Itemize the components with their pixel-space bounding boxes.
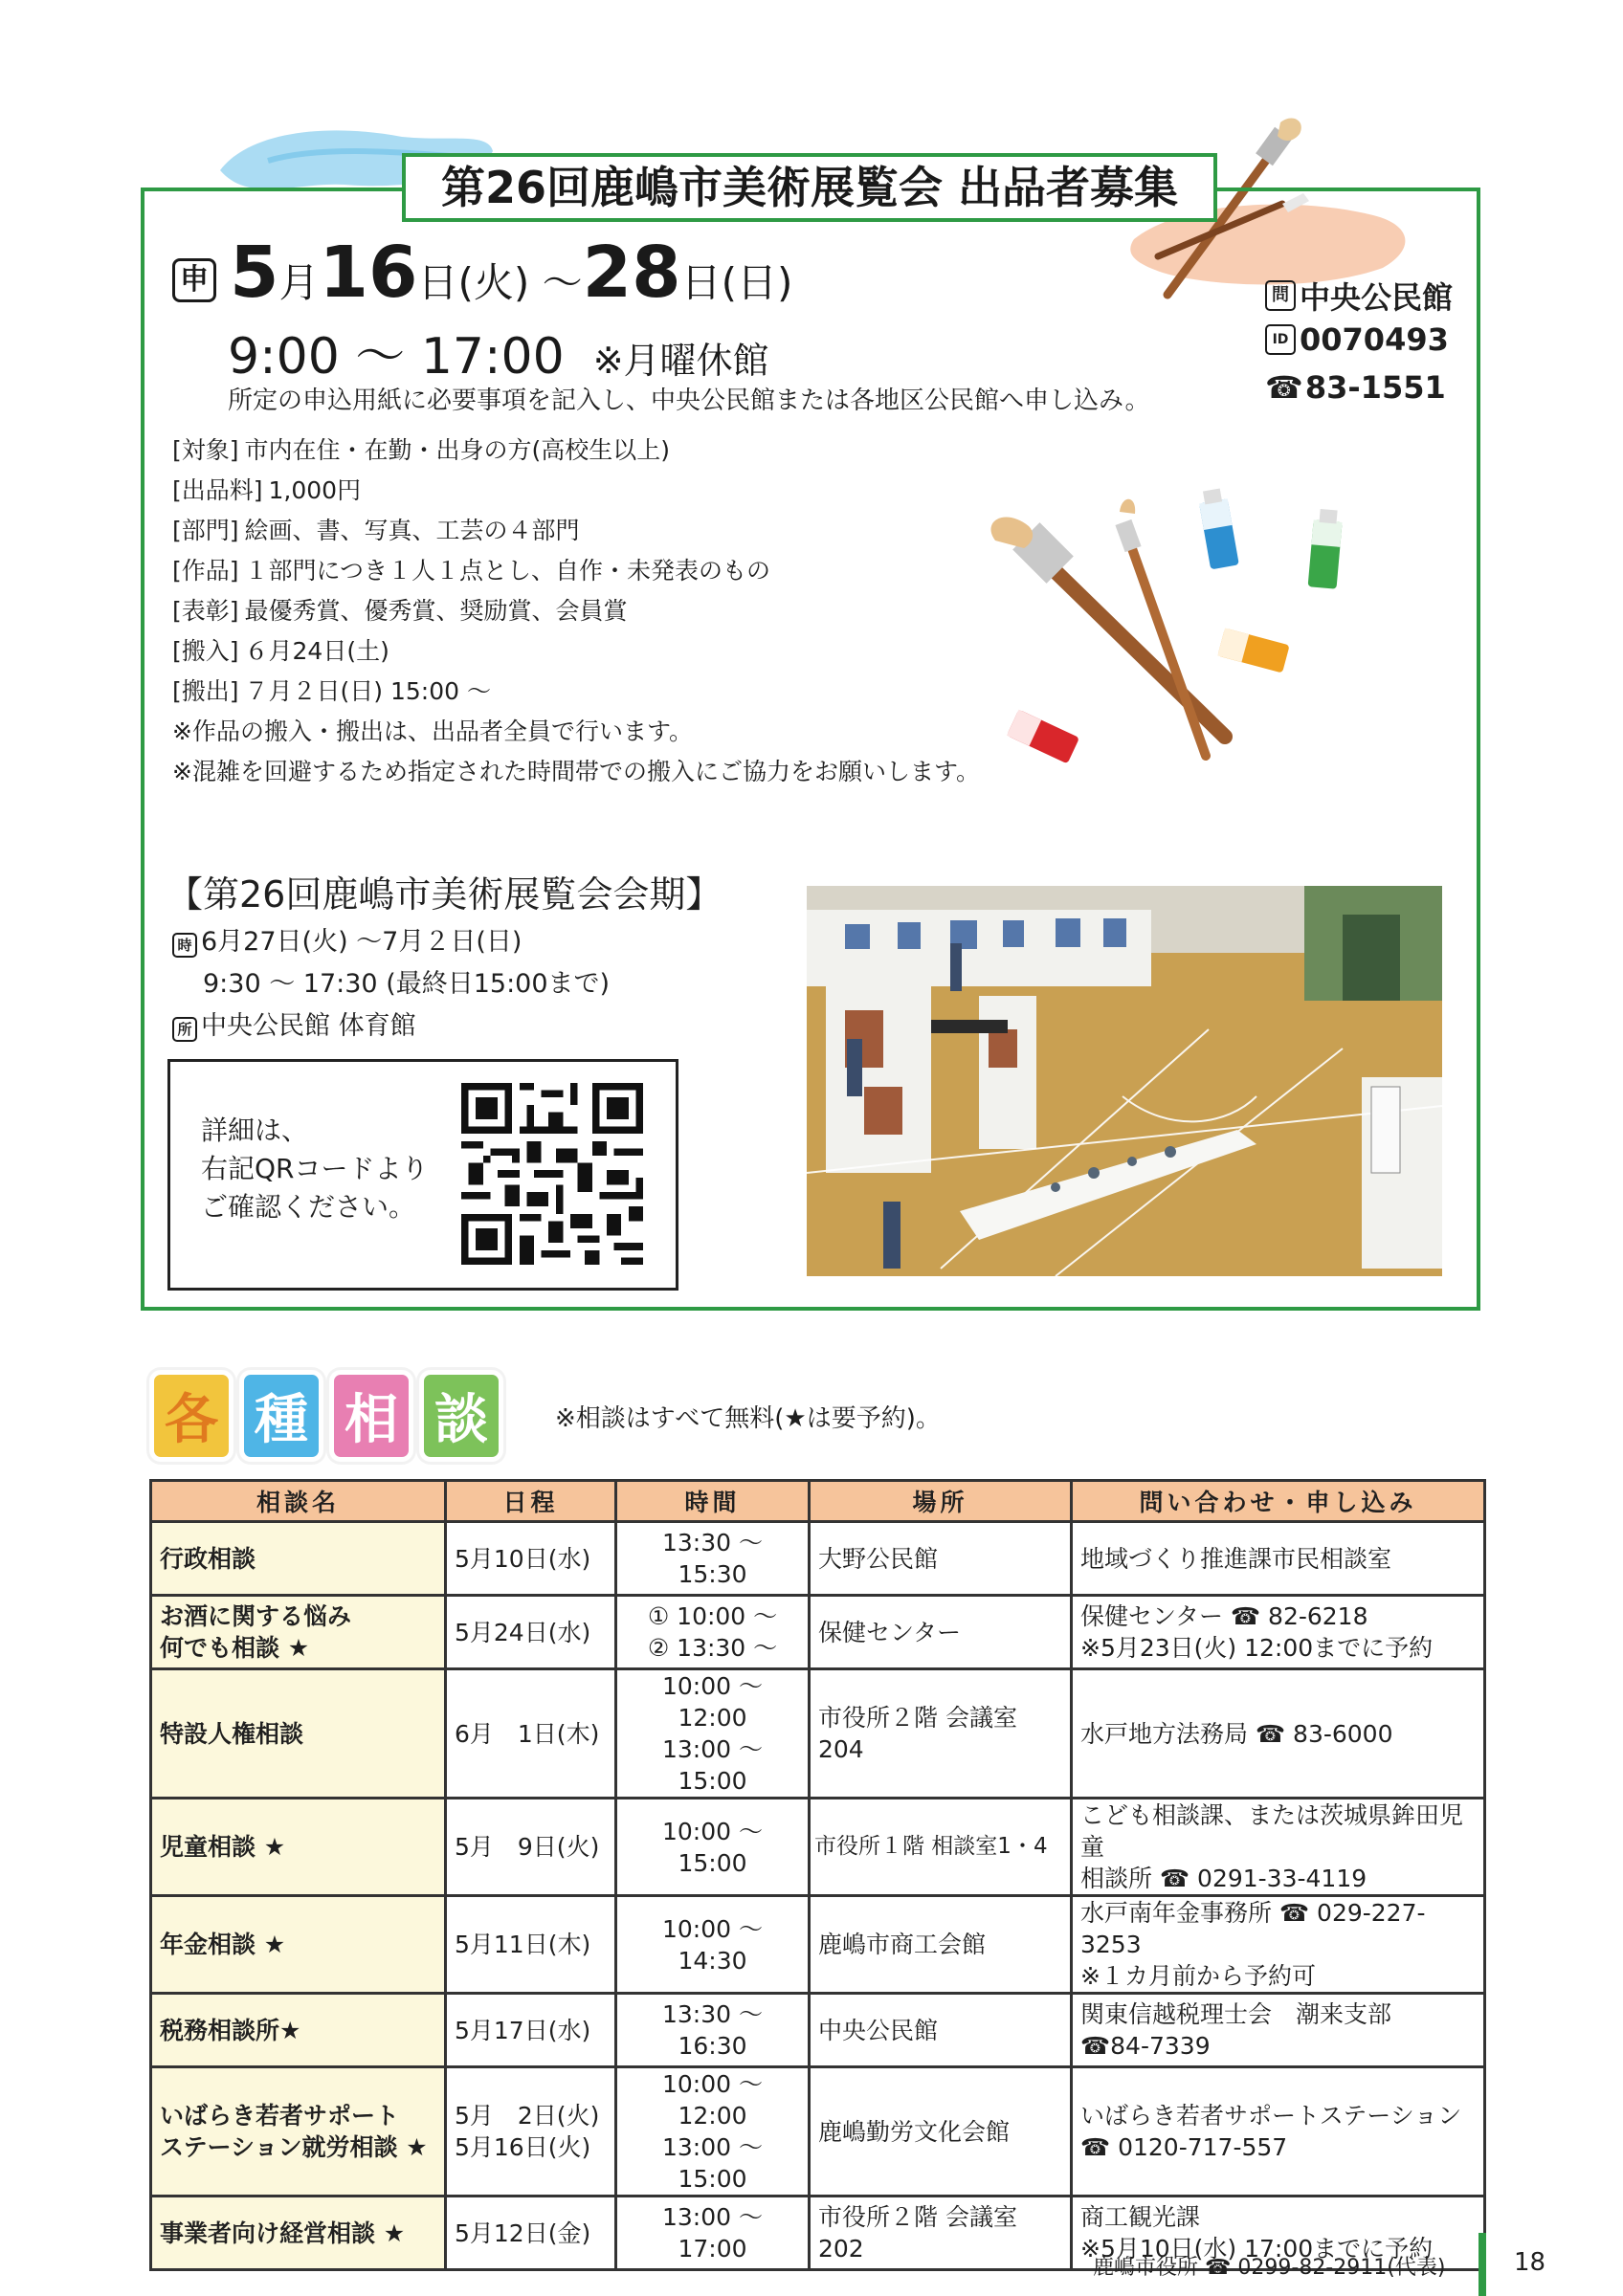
consult-name: 行政相談 (151, 1522, 446, 1596)
detail-value: 絵画、書、写真、工芸の４部門 (244, 517, 580, 544)
consult-date: 5月17日(水) (446, 1994, 616, 2067)
detail-row (172, 511, 980, 551)
detail-row (172, 591, 980, 631)
consult-contact: 関東信越税理士会 潮来支部 ☎84-7339 (1072, 1994, 1485, 2067)
paint-tools-illustration (976, 483, 1378, 789)
detail-row (172, 430, 980, 471)
consult-contact: こども相談課、または茨城県鉾田児童 相談所 ☎ 0291-33-4119 (1072, 1799, 1485, 1896)
application-dates (172, 232, 793, 314)
footer-city-hall: 鹿嶋市役所 ☎ 0299-82-2911(代表) (1093, 2256, 1446, 2280)
period-place-text: 中央公民館 体育館 (201, 1011, 416, 1041)
consult-time: 10:00 ～ 15:00 (616, 1799, 810, 1896)
consult-place: 市役所２階 会議室204 (810, 1669, 1072, 1799)
consult-contact: 水戸地方法務局 ☎ 83-6000 (1072, 1669, 1485, 1799)
qr-code[interactable] (461, 1083, 643, 1265)
period-dates (172, 920, 522, 958)
event-title: 第26回鹿嶋市美術展覧会 出品者募集 (402, 153, 1217, 222)
month-unit: 月 (278, 259, 320, 306)
tel-number: 83-1551 (1304, 369, 1446, 406)
id-number: 0070493 (1300, 321, 1449, 358)
table-row (151, 2067, 1485, 2197)
consult-name: お酒に関する悩み 何でも相談 ★ (151, 1596, 446, 1669)
end-day: 28 (582, 232, 681, 314)
consult-date: 5月11日(木) (446, 1896, 616, 1994)
table-row (151, 1596, 1485, 1669)
detail-row (172, 471, 980, 511)
detail-label: [搬出] (172, 677, 239, 705)
consult-time: 10:00 ～ 14:30 (616, 1896, 810, 1994)
consult-name: 年金相談 ★ (151, 1896, 446, 1994)
consult-place: 大野公民館 (810, 1522, 1072, 1596)
consult-contact: 保健センター ☎ 82-6218 ※5月23日(火) 12:00までに予約 (1072, 1596, 1485, 1669)
detail-value: １部門につき１人１点とし、自作・未発表のもの (244, 557, 771, 585)
header-contact: 問い合わせ・申し込み (1072, 1481, 1485, 1522)
heading-tile: 種 (239, 1370, 323, 1462)
consult-table (149, 1479, 1486, 2271)
consult-name: 特設人権相談 (151, 1669, 446, 1799)
application-hours (228, 316, 769, 387)
consult-heading (149, 1370, 503, 1462)
qr-instructions (201, 1112, 429, 1226)
table-row (151, 1994, 1485, 2067)
heading-tile: 相 (329, 1370, 413, 1462)
page-number: 18 (1514, 2248, 1546, 2277)
period-place (172, 1004, 416, 1042)
detail-value: 市内在住・在勤・出身の方(高校生以上) (244, 436, 671, 464)
consult-contact: 地域づくり推進課市民相談室 (1072, 1522, 1485, 1596)
detail-value: ７月２日(日) 15:00 ～ (244, 677, 491, 705)
period-times: 9:30 ～ 17:30 (最終日15:00まで) (203, 969, 611, 999)
consult-date: 5月12日(金) (446, 2197, 616, 2270)
detail-label: [作品] (172, 557, 239, 585)
detail-note: ※混雑を回避するため指定された時間帯での搬入にご協力をお願いします。 (172, 758, 980, 785)
hours: 9:00 ～ 17:00 (228, 328, 565, 386)
header-name: 相談名 (151, 1481, 446, 1522)
consult-name: 事業者向け経営相談 ★ (151, 2197, 446, 2270)
consult-time: 13:30 ～ 15:30 (616, 1522, 810, 1596)
inquiry-badge: 問 (1265, 280, 1296, 311)
consult-name: 児童相談 ★ (151, 1799, 446, 1896)
consult-date: 5月 9日(火) (446, 1799, 616, 1896)
detail-label: [搬入] (172, 637, 239, 665)
exhibition-photo (807, 886, 1442, 1276)
detail-label: [出品料] (172, 476, 263, 504)
phone-icon: ☎ (1265, 369, 1303, 406)
free-note: ※相談はすべて無料(★は要予約)。 (555, 1404, 941, 1433)
detail-label: [対象] (172, 436, 239, 464)
qr-text-line: ご確認ください。 (201, 1191, 416, 1223)
consult-date: 5月 2日(火) 5月16日(火) (446, 2067, 616, 2197)
detail-row (172, 631, 980, 672)
footer-divider (1478, 2233, 1486, 2296)
heading-tile: 各 (149, 1370, 233, 1462)
consult-place: 保健センター (810, 1596, 1072, 1669)
table-row (151, 1896, 1485, 1994)
detail-row (172, 551, 980, 591)
consult-name: 税務相談所★ (151, 1994, 446, 2067)
detail-note: ※作品の搬入・搬出は、出品者全員で行います。 (172, 718, 693, 745)
detail-row (172, 672, 980, 712)
detail-label: [部門] (172, 517, 239, 544)
table-row (151, 1669, 1485, 1799)
date-badge: 時 (172, 933, 197, 958)
consult-place: 鹿嶋市商工会館 (810, 1896, 1072, 1994)
consult-time: ① 10:00 ～ ② 13:30 ～ (616, 1596, 810, 1669)
id-contact (1265, 321, 1449, 358)
place-badge: 所 (172, 1017, 197, 1042)
inquiry-place: 中央公民館 (1300, 279, 1454, 316)
table-row (151, 1522, 1485, 1596)
detail-value: ６月24日(土) (244, 637, 389, 665)
consult-date: 5月10日(水) (446, 1522, 616, 1596)
id-badge: ID (1265, 324, 1296, 355)
consult-date: 6月 1日(木) (446, 1669, 616, 1799)
heading-tile: 談 (419, 1370, 503, 1462)
period-date-text: 6月27日(火) ～7月２日(日) (201, 927, 522, 957)
detail-label: [表彰] (172, 597, 239, 625)
consult-time: 13:00 ～ 17:00 (616, 2197, 810, 2270)
consult-place: 中央公民館 (810, 1994, 1072, 2067)
consult-date: 5月24日(水) (446, 1596, 616, 1669)
table-row (151, 1799, 1485, 1896)
period-title: 【第26回鹿嶋市美術展覧会会期】 (167, 873, 723, 916)
detail-value: 最優秀賞、優秀賞、奨励賞、会員賞 (244, 597, 628, 625)
consult-place: 市役所２階 会議室202 (810, 2197, 1072, 2270)
inquiry-contact (1265, 274, 1453, 318)
consult-contact: いばらき若者サポートステーション ☎ 0120-717-557 (1072, 2067, 1485, 2197)
tel-contact (1265, 369, 1446, 406)
start-suffix: 日(火) ～ (417, 259, 583, 306)
event-details (172, 430, 980, 792)
detail-value: 1,000円 (268, 476, 362, 504)
start-month: 5 (230, 232, 279, 314)
header-date: 日程 (446, 1481, 616, 1522)
consult-time: 13:30 ～ 16:30 (616, 1994, 810, 2067)
consult-contact: 水戸南年金事務所 ☎ 029-227-3253 ※１カ月前から予約可 (1072, 1896, 1485, 1994)
end-suffix: 日(日) (680, 259, 793, 306)
apply-instructions: 所定の申込用紙に必要事項を記入し、中央公民館または各地区公民館へ申し込み。 (228, 386, 1150, 415)
header-time: 時間 (616, 1481, 810, 1522)
consult-place: 鹿嶋勤労文化会館 (810, 2067, 1072, 2197)
apply-badge: 申 (172, 258, 216, 302)
start-day: 16 (319, 232, 418, 314)
table-header-row (151, 1481, 1485, 1522)
consult-place: 市役所１階 相談室1・4 (810, 1799, 1072, 1896)
consult-contact: 商工観光課 ※5月10日(水) 17:00までに予約 (1072, 2197, 1485, 2270)
qr-text-line: 右記QRコードより (201, 1153, 429, 1184)
header-place: 場所 (810, 1481, 1072, 1522)
consult-time: 10:00 ～ 12:00 13:00 ～ 15:00 (616, 1669, 810, 1799)
qr-text-line: 詳細は、 (201, 1115, 309, 1146)
consult-name: いばらき若者サポート ステーション就労相談 ★ (151, 2067, 446, 2197)
consult-time: 10:00 ～ 12:00 13:00 ～ 15:00 (616, 2067, 810, 2197)
closed-note: ※月曜休館 (592, 340, 769, 382)
